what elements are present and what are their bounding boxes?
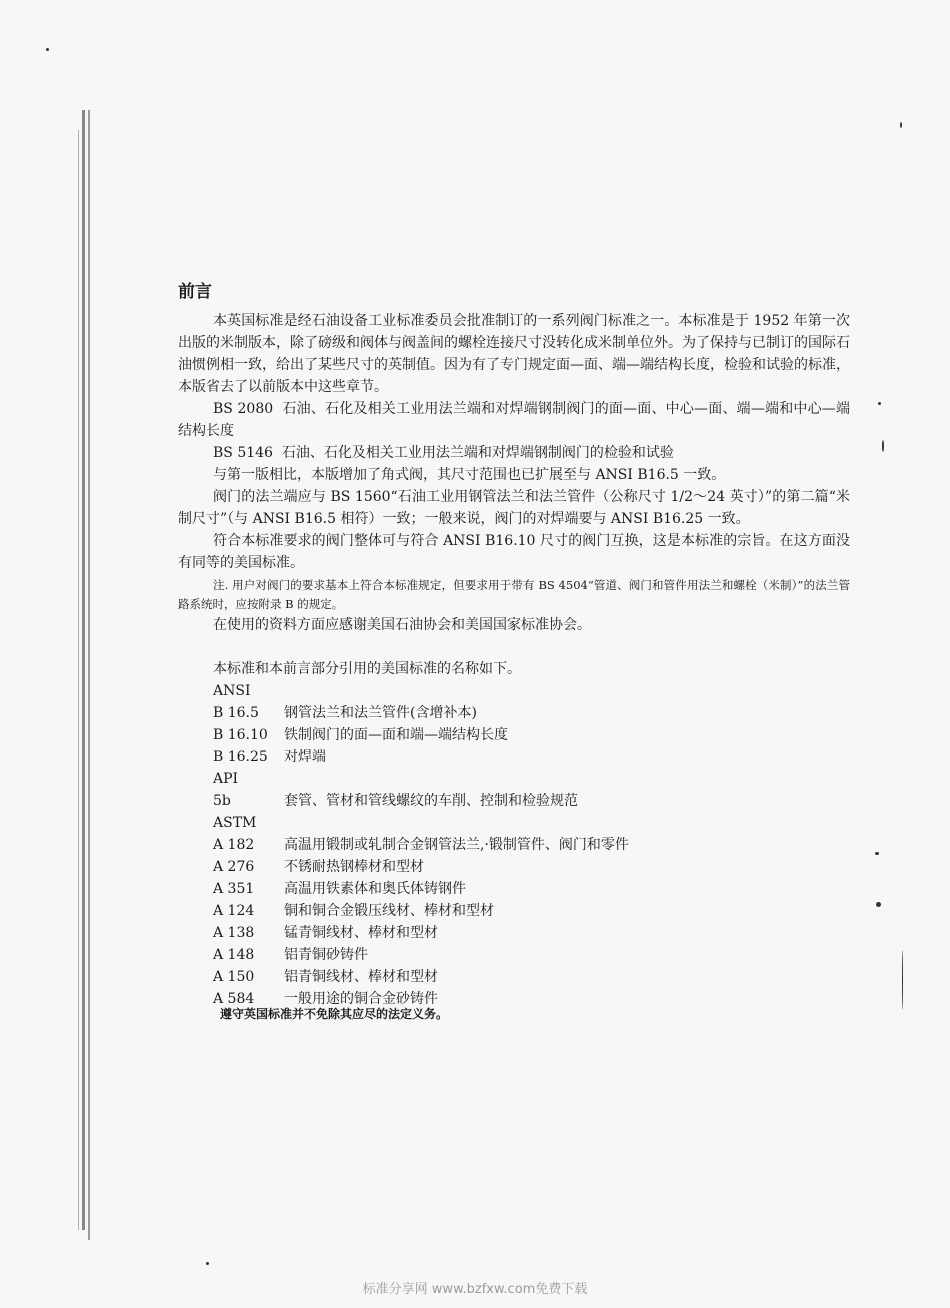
- list-item: [178, 790, 850, 812]
- ref-code: A 148: [213, 947, 255, 963]
- ref-code: A 351: [213, 881, 255, 897]
- list-item: [178, 922, 850, 944]
- list-item: [178, 834, 850, 856]
- ref-code: A 124: [213, 903, 255, 919]
- ref-title: 高温用锻制或轧制合金钢管法兰,·锻制管件、阀门和零件: [284, 837, 629, 853]
- standard-code: BS 5146: [213, 445, 273, 461]
- scan-speck: [206, 1262, 209, 1265]
- ref-code: 5b: [213, 793, 231, 809]
- paragraph-flange-ends: 阀门的法兰端应与 BS 1560“石油工业用钢管法兰和法兰管件（公称尺寸 1/2～24 英寸）”的第二篇“米制尺寸”（与 ANSI B16.5 相符）一致；一般来说，阀门的对焊端要与 ANSI B16.25 一致。: [178, 489, 850, 527]
- scan-binding-edge-inner: [88, 110, 90, 1240]
- scan-speck: [882, 440, 884, 452]
- ref-title: 高温用铁素体和奥氏体铸钢件: [284, 881, 466, 897]
- list-item: [178, 724, 850, 746]
- standard-bs5146: [178, 442, 850, 464]
- ref-code: A 150: [213, 969, 255, 985]
- api-list: [178, 790, 850, 812]
- ref-code: B 16.5: [213, 705, 259, 721]
- ref-title: 钢管法兰和法兰管件(含增补本): [284, 705, 477, 721]
- document-page: [178, 280, 850, 1010]
- list-item: [178, 856, 850, 878]
- ref-title: 锰青铜线材、棒材和型材: [284, 925, 438, 941]
- scan-speck: [875, 852, 879, 855]
- ref-title: 铜和铜合金锻压线材、棒材和型材: [284, 903, 494, 919]
- references-intro: 本标准和本前言部分引用的美国标准的名称如下。: [213, 661, 521, 677]
- paragraph-interchangeable: 符合本标准要求的阀门整体可与符合 ANSI B16.10 尺寸的阀门互换，这是本标准的宗旨。在这方面没有同等的美国标准。: [178, 533, 850, 571]
- scan-speck: [876, 902, 881, 907]
- paragraph-intro: 本英国标准是经石油设备工业标准委员会批准制订的一系列阀门标准之一。本标准是于 1952 年第一次出版的米制版本，除了磅级和阀体与阀盖间的螺栓连接尺寸没转化成米制单位外。为了保持与已制订的国际石油惯例相一致，给出了某些尺寸的英制值。因为有了专门规定面—面、端—端结构长度，检验和试验的标准，本版省去了以前版本中这些章节。: [178, 313, 850, 395]
- paragraph-acknowledgement: 在使用的资料方面应感谢美国石油协会和美国国家标准协会。: [213, 617, 591, 633]
- ref-title: 铝青铜线材、棒材和型材: [284, 969, 438, 985]
- ref-code: A 182: [213, 837, 255, 853]
- ref-title: 不锈耐热钢棒材和型材: [284, 859, 424, 875]
- note: 注. 用户对阀门的要求基本上符合本标准规定，但要求用于带有 BS 4504“管道、阀门和管件用法兰和螺栓（米制）”的法兰管路系统时，应按附录 B 的规定。: [178, 578, 850, 611]
- list-item: [178, 746, 850, 768]
- watermark: 标准分享网 www.bzfxw.com免费下载: [362, 1282, 588, 1297]
- group-label-ansi: ANSI: [213, 683, 251, 699]
- ref-title: 套管、管材和管线螺纹的车削、控制和检验规范: [284, 793, 578, 809]
- ref-code: A 276: [213, 859, 255, 875]
- scan-binding-edge: [82, 110, 85, 1230]
- ref-title: 对焊端: [284, 749, 326, 765]
- scan-speck: [878, 402, 881, 405]
- ref-title: 铁制阀门的面—面和端—端结构长度: [284, 727, 508, 743]
- standard-bs2080: [178, 398, 850, 442]
- ansi-list: [178, 702, 850, 768]
- list-item: [178, 702, 850, 724]
- ref-code: B 16.25: [213, 749, 268, 765]
- list-item: [178, 878, 850, 900]
- scan-speck: [902, 950, 903, 1010]
- ref-code: A 584: [213, 991, 255, 1007]
- astm-list: [178, 834, 850, 1010]
- group-label-astm: ASTM: [213, 815, 257, 831]
- ref-title: 一般用途的铜合金砂铸件: [284, 991, 438, 1007]
- list-item: [178, 944, 850, 966]
- ref-code: A 138: [213, 925, 255, 941]
- section-heading: 前言: [178, 282, 212, 302]
- list-item: [178, 966, 850, 988]
- paragraph-angle-valves: 与第一版相比，本版增加了角式阀，其尺寸范围也已扩展至与 ANSI B16.5 一致。: [213, 467, 726, 483]
- list-item: [178, 900, 850, 922]
- scan-binding-edge-outer: [78, 130, 79, 1230]
- standard-code: BS 2080: [213, 401, 274, 417]
- legal-footnote: 遵守英国标准并不免除其应尽的法定义务。: [220, 1007, 449, 1021]
- standard-title: 石油、石化及相关工业用法兰端和对焊端钢制阀门的面—面、中心—面、端—端和中心—端结构长度: [178, 401, 850, 439]
- standard-title: 石油、石化及相关工业用法兰端和对焊端钢制阀门的检验和试验: [281, 445, 674, 461]
- ref-title: 铝青铜砂铸件: [284, 947, 368, 963]
- scan-speck: [46, 48, 49, 51]
- scan-speck: [900, 122, 902, 128]
- ref-code: B 16.10: [213, 727, 268, 743]
- group-label-api: API: [213, 771, 239, 787]
